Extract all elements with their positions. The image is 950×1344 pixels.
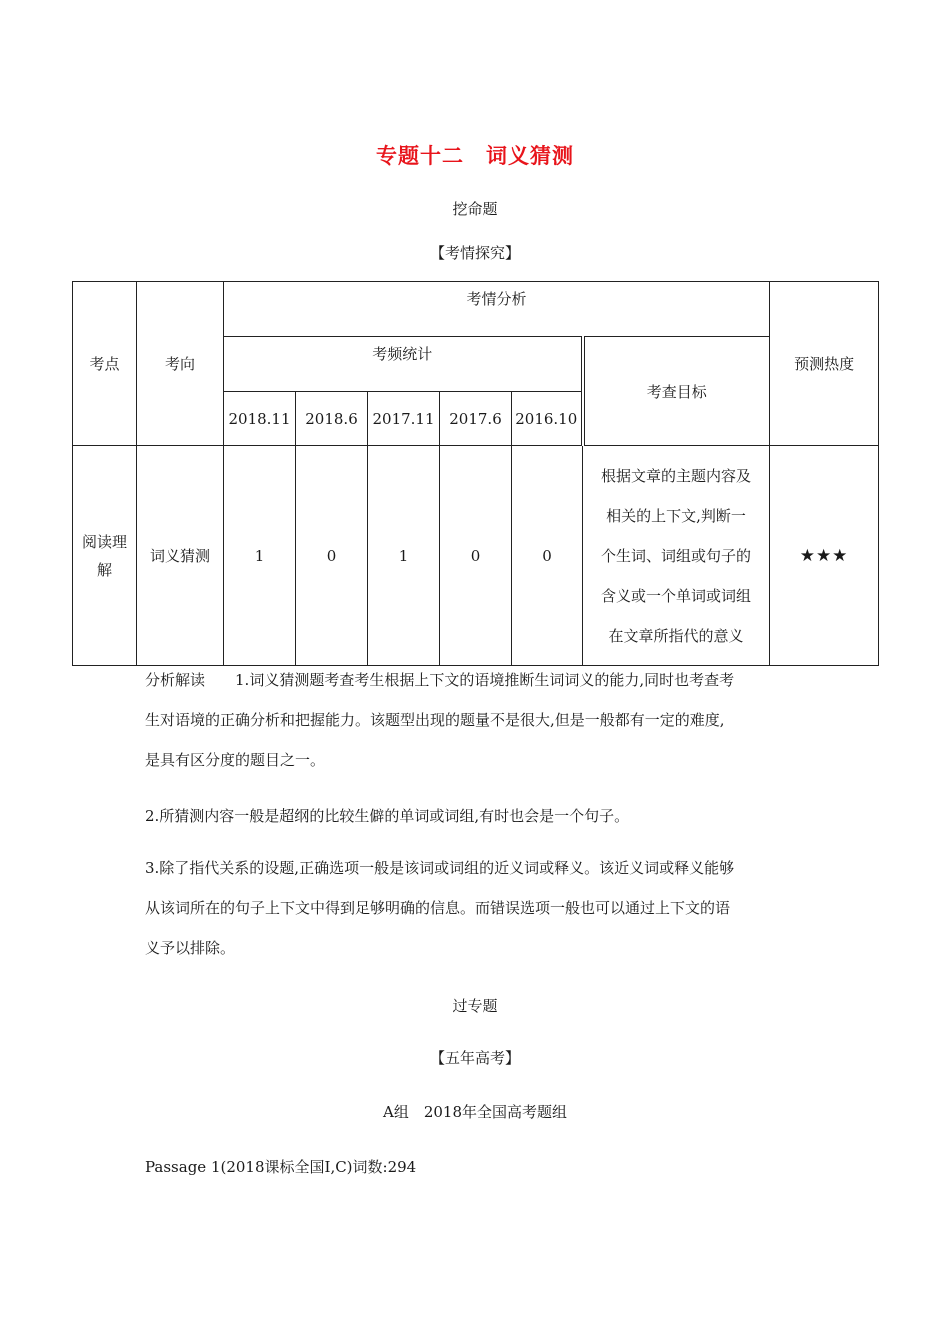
count-cell: 1	[224, 446, 296, 666]
goal-line: 相关的上下文,判断一	[606, 506, 746, 525]
header-kaoqing-fenxi: 考情分析	[224, 282, 770, 337]
header-kaopin-tongji: 考频统计	[224, 337, 583, 392]
analysis-line: 义予以排除。	[145, 939, 236, 957]
analysis-paragraph-2: 2.所猜测内容一般是超纲的比较生僻的单词或词组,有时也会是一个句子。	[145, 807, 630, 825]
count-cell: 1	[368, 446, 440, 666]
header-yuce-redu: 预测热度	[770, 282, 879, 446]
header-kaodian: 考点	[73, 282, 137, 446]
header-kaoxiang: 考向	[137, 282, 224, 446]
analysis-paragraph-3	[145, 848, 825, 968]
goal-line: 含义或一个单词或词组	[601, 586, 752, 605]
kaodian-value: 阅读理解	[81, 532, 127, 579]
analysis-line: 从该词所在的句子上下文中得到足够明确的信息。而错误选项一般也可以通过上下文的语	[145, 899, 731, 917]
count-cell: 0	[296, 446, 368, 666]
cell-kaoxiang: 词义猜测	[137, 446, 224, 666]
document-title: 专题十二 词义猜测	[376, 144, 574, 168]
cell-kaodian	[73, 446, 137, 666]
year-header: 2017.6	[440, 392, 512, 446]
subsection-heading-kaoqing: 【考情探究】	[429, 244, 520, 262]
header-kaocha-mubiao: 考查目标	[583, 337, 770, 446]
analysis-paragraph-1	[145, 660, 825, 780]
analysis-line: 生对语境的正确分析和把握能力。该题型出现的题量不是很大,但是一般都有一定的难度,	[145, 711, 725, 729]
passage-info: Passage 1(2018课标全国Ⅰ,C)词数:294	[145, 1158, 417, 1176]
goal-line: 个生词、词组或句子的	[601, 546, 752, 565]
year-header: 2016.10	[512, 392, 583, 446]
count-cell: 0	[440, 446, 512, 666]
year-header: 2017.11	[368, 392, 440, 446]
goal-line: 根据文章的主题内容及	[601, 466, 752, 485]
analysis-line: 3.除了指代关系的设题,正确选项一般是该词或词组的近义词或释义。该近义词或释义能够	[145, 859, 735, 877]
section-heading-guozhuanti: 过专题	[452, 997, 498, 1015]
section-heading-wamingti: 挖命题	[452, 200, 498, 218]
count-cell: 0	[512, 446, 583, 666]
year-header: 2018.6	[296, 392, 368, 446]
analysis-line: 分析解读 1.词义猜测题考查考生根据上下文的语境推断生词词义的能力,同时也考查考	[145, 671, 735, 689]
cell-kaocha-mubiao	[583, 446, 770, 666]
analysis-label: 分析解读	[145, 671, 206, 689]
group-heading: A组 2018年全国高考题组	[382, 1103, 567, 1121]
cell-yuce-redu-stars: ★★★	[770, 446, 879, 666]
analysis-line: 是具有区分度的题目之一。	[145, 751, 326, 769]
year-header: 2018.11	[224, 392, 296, 446]
goal-line: 在文章所指代的意义	[608, 626, 744, 645]
subsection-heading-wunian: 【五年高考】	[429, 1049, 520, 1067]
exam-analysis-table	[72, 281, 879, 666]
